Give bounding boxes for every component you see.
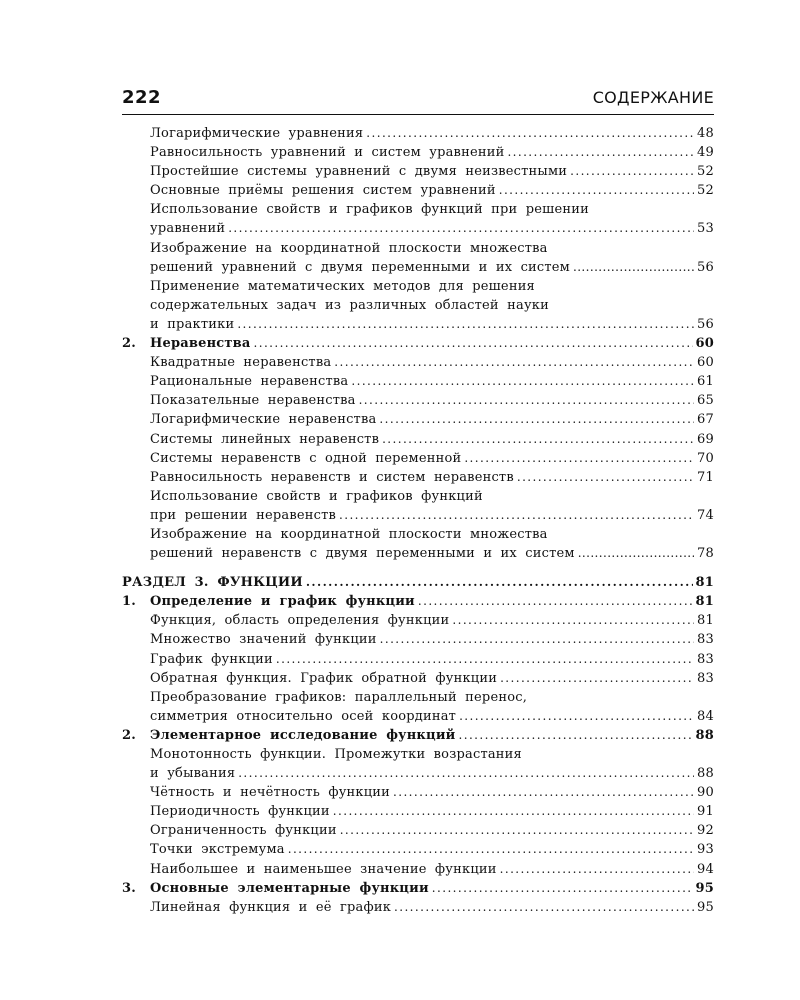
dot-leader xyxy=(306,573,693,592)
toc-entry-page: 56 xyxy=(697,316,714,332)
toc-entry-page: 83 xyxy=(697,632,714,648)
toc-entry[interactable] xyxy=(122,783,714,802)
toc-entry-title: Множество значений функции xyxy=(150,632,377,648)
dot-leader xyxy=(379,410,694,429)
toc-entry-title: Изображение на координатной плоскости множества xyxy=(150,526,548,542)
toc-entry[interactable] xyxy=(122,650,714,669)
toc-entry-line xyxy=(122,745,714,764)
toc-entry[interactable] xyxy=(122,315,714,334)
dot-leader xyxy=(393,783,694,802)
dot-leader xyxy=(334,353,694,372)
toc-entry-title: Логарифмические уравнения xyxy=(150,126,364,141)
toc-entry[interactable] xyxy=(122,840,714,859)
toc-entry-page: 83 xyxy=(697,651,714,667)
toc-entry-page: 92 xyxy=(697,823,714,839)
toc-section[interactable] xyxy=(122,573,714,592)
toc-entry[interactable] xyxy=(122,611,714,630)
chapter-number: 1. xyxy=(122,594,136,610)
dot-leader xyxy=(366,124,694,143)
toc-entry-page: 91 xyxy=(697,804,714,820)
dot-leader xyxy=(276,650,694,669)
toc-entry-title: График функции xyxy=(150,651,273,667)
toc-entry-title: Рациональные неравенства xyxy=(150,374,349,390)
toc-entry-title: Точки экстремума xyxy=(150,842,285,858)
toc-entry-page: 83 xyxy=(697,670,714,686)
toc-entry-page: 53 xyxy=(697,221,714,237)
chapter-title: Элементарное исследование функций xyxy=(150,727,456,743)
toc-entry-page: 93 xyxy=(697,842,714,858)
page-number: 222 xyxy=(122,87,162,108)
toc-entry[interactable] xyxy=(122,506,714,525)
toc-entry-page: 88 xyxy=(695,727,714,743)
toc-entry[interactable] xyxy=(122,219,714,238)
toc-entry-title: и практики xyxy=(150,316,235,332)
dot-leader xyxy=(394,898,694,917)
toc-entry-page: 84 xyxy=(697,708,714,724)
dot-leader xyxy=(333,802,694,821)
dot-leader xyxy=(228,219,694,238)
toc-entry-page: 81 xyxy=(695,575,714,591)
toc-entry-title: Преобразование графиков: параллельный перенос, xyxy=(150,689,528,705)
toc-entry-title: Изображение на координатной плоскости множества xyxy=(150,240,548,256)
toc-entry-title: Простейшие системы уравнений с двумя неизвестными xyxy=(150,164,568,180)
running-title: СОДЕРЖАНИЕ xyxy=(592,88,714,107)
toc-entry-page: 95 xyxy=(695,880,714,896)
toc-entry-page: 69 xyxy=(697,431,714,447)
toc-entry-page: 60 xyxy=(697,355,714,371)
chapter-number: 2. xyxy=(122,336,136,352)
toc-entry[interactable] xyxy=(122,468,714,487)
toc-entry-line xyxy=(122,200,714,219)
dot-leader xyxy=(570,162,694,181)
toc-entry-title: симметрия относительно осей координат xyxy=(150,708,457,724)
toc-entry-page: 60 xyxy=(695,336,714,352)
toc-entry-page: 81 xyxy=(695,594,714,610)
toc-entry-title: Линейная функция и её график xyxy=(150,899,392,915)
toc-entry-title: Использование свойств и графиков функций xyxy=(150,488,483,504)
dot-leader xyxy=(254,334,693,353)
toc-entry-title: Равносильность неравенств и систем неравенств xyxy=(150,469,514,485)
toc-entry[interactable] xyxy=(122,124,714,143)
toc-entry[interactable] xyxy=(122,860,714,879)
toc-entry-title: Использование свойств и графиков функций при решении xyxy=(150,202,589,218)
toc-entry-page: 48 xyxy=(697,126,714,141)
toc-entry[interactable] xyxy=(122,821,714,840)
toc-entry-line xyxy=(122,277,714,296)
dot-leader xyxy=(464,449,694,468)
toc-entry-line xyxy=(122,487,714,506)
toc-entry-page: 61 xyxy=(697,374,714,390)
dot-leader xyxy=(578,544,694,563)
toc-entry-title: Ограниченность функции xyxy=(150,823,337,839)
toc-entry-line xyxy=(122,525,714,544)
toc-entry[interactable] xyxy=(122,707,714,726)
toc-entry-line xyxy=(122,296,714,315)
toc-entry-title: Наибольшее и наименьшее значение функции xyxy=(150,861,497,877)
toc-entry-page: 67 xyxy=(697,412,714,428)
dot-leader xyxy=(380,630,694,649)
toc-entry-title: уравнений xyxy=(150,221,226,237)
toc-entry-page: 78 xyxy=(697,546,714,562)
toc-entry-title: Равносильность уравнений и систем уравнений xyxy=(150,145,505,161)
toc-entry-page: 52 xyxy=(697,183,714,199)
toc-entry-title: Монотонность функции. Промежутки возрастания xyxy=(150,747,522,762)
toc-entry[interactable] xyxy=(122,258,714,277)
toc-entry[interactable] xyxy=(122,630,714,649)
dot-leader xyxy=(238,764,694,783)
page-header xyxy=(122,86,714,115)
toc-entry[interactable] xyxy=(122,669,714,688)
toc-entry[interactable] xyxy=(122,391,714,410)
toc-entry-page: 70 xyxy=(697,450,714,466)
toc-entry-page: 94 xyxy=(697,861,714,877)
toc-entry-title: содержательных задач из различных областей науки xyxy=(150,297,549,313)
dot-leader xyxy=(452,611,694,630)
toc-entry-title: Квадратные неравенства xyxy=(150,355,332,371)
dot-leader xyxy=(432,879,693,898)
dot-leader xyxy=(507,143,694,162)
toc-entry[interactable] xyxy=(122,410,714,429)
dot-leader xyxy=(382,430,694,449)
chapter-number: 2. xyxy=(122,727,136,743)
toc-entry-title: Функция, область определения функции xyxy=(150,613,450,629)
toc-entry-title: Основные приёмы решения систем уравнений xyxy=(150,183,496,199)
chapter-title: Основные элементарные функции xyxy=(150,880,429,896)
toc-entry-title: Системы неравенств с одной переменной xyxy=(150,450,462,466)
toc-entry-page: 65 xyxy=(697,393,714,409)
chapter-number: 3. xyxy=(122,880,136,896)
toc-entry[interactable] xyxy=(122,372,714,391)
toc-entry-title: Применение математических методов для решения xyxy=(150,278,535,294)
dot-leader xyxy=(288,840,694,859)
dot-leader xyxy=(351,372,694,391)
toc-entry-page: 71 xyxy=(697,469,714,485)
toc-entry-title: при решении неравенств xyxy=(150,507,337,523)
toc-entry[interactable] xyxy=(122,544,714,563)
toc-entry-title: решений уравнений с двумя переменными и их систем xyxy=(150,259,570,275)
toc-entry[interactable] xyxy=(122,898,714,917)
toc-chapter[interactable] xyxy=(122,592,714,611)
toc-entry-page: 52 xyxy=(697,164,714,180)
toc-chapter[interactable] xyxy=(122,726,714,745)
toc-entry-title: Логарифмические неравенства xyxy=(150,412,377,428)
dot-leader xyxy=(359,391,694,410)
dot-leader xyxy=(517,468,694,487)
toc-entry-line xyxy=(122,239,714,258)
toc-entry-title: и убывания xyxy=(150,766,236,782)
toc-entry-page: 95 xyxy=(697,899,714,915)
dot-leader xyxy=(499,181,694,200)
toc-entry-page: 49 xyxy=(697,145,714,161)
toc-entry-line xyxy=(122,688,714,707)
toc-entry-title: Обратная функция. График обратной функции xyxy=(150,670,498,686)
dot-leader xyxy=(418,592,693,611)
dot-leader xyxy=(500,860,694,879)
toc-entry-title: Периодичность функции xyxy=(150,804,330,820)
toc-entry-page: 56 xyxy=(697,259,714,275)
dot-leader xyxy=(459,707,694,726)
toc-entry[interactable] xyxy=(122,162,714,181)
dot-leader xyxy=(459,726,693,745)
toc-entry-title: решений неравенств с двумя переменными и их систем xyxy=(150,546,575,562)
table-of-contents xyxy=(122,124,714,917)
toc-chapter[interactable] xyxy=(122,879,714,898)
dot-leader xyxy=(237,315,694,334)
toc-entry-page: 81 xyxy=(697,613,714,629)
toc-entry[interactable] xyxy=(122,181,714,200)
dot-leader xyxy=(340,821,694,840)
toc-entry[interactable] xyxy=(122,353,714,372)
toc-entry-page: 90 xyxy=(697,785,714,801)
toc-chapter[interactable] xyxy=(122,334,714,353)
dot-leader xyxy=(339,506,694,525)
chapter-title: Определение и график функции xyxy=(150,594,415,610)
toc-entry-title: Показательные неравенства xyxy=(150,393,356,409)
toc-entry[interactable] xyxy=(122,449,714,468)
toc-entry[interactable] xyxy=(122,802,714,821)
toc-entry-title: Системы линейных неравенств xyxy=(150,431,380,447)
toc-entry-title: Чётность и нечётность функции xyxy=(150,785,391,801)
toc-entry[interactable] xyxy=(122,143,714,162)
toc-entry-page: 88 xyxy=(697,766,714,782)
section-title: РАЗДЕЛ 3. ФУНКЦИИ xyxy=(122,575,303,591)
toc-entry[interactable] xyxy=(122,430,714,449)
toc-entry[interactable] xyxy=(122,764,714,783)
dot-leader xyxy=(500,669,694,688)
dot-leader xyxy=(573,258,694,277)
chapter-title: Неравенства xyxy=(150,336,251,352)
toc-entry-page: 74 xyxy=(697,507,714,523)
